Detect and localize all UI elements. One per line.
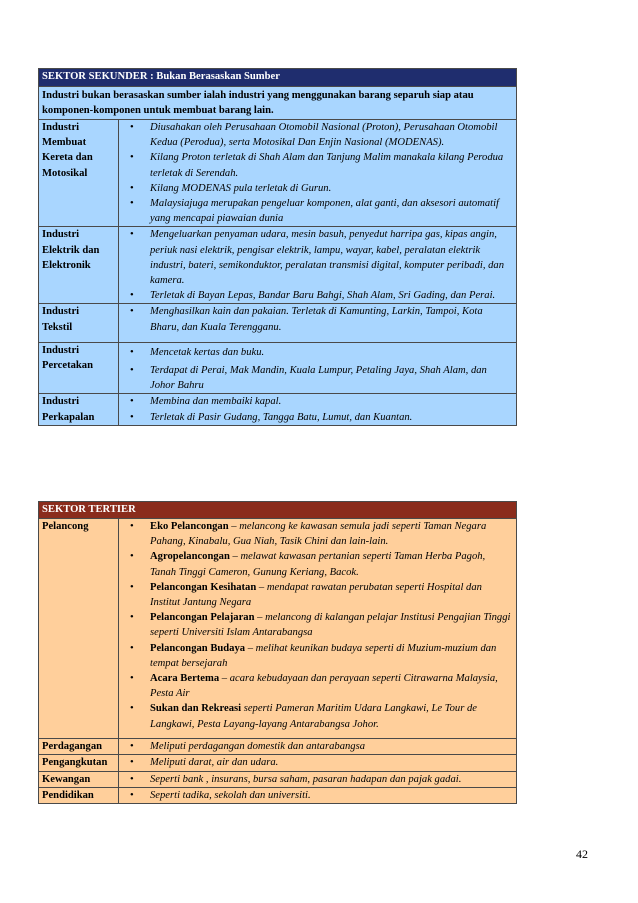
name-line: Industri (42, 306, 80, 318)
item-title: Sukan dan Rekreasi (150, 703, 242, 715)
name-line: Industri (42, 344, 80, 356)
name-line: Industri (42, 122, 80, 133)
industry-details (119, 342, 517, 394)
industry-name (39, 342, 119, 394)
list-item: • Terletak di Pasir Gudang, Tangga Batu, Lumut, dan Kuantan. (122, 410, 513, 425)
list-item (122, 580, 513, 610)
sector-details (119, 771, 517, 787)
page-number: 42 (576, 847, 588, 861)
name-line: Motosikal (42, 167, 88, 179)
item-text: – acara kebudayaan dan perayaan seperti Citrawarna Malaysia, Pesta Air (150, 673, 498, 700)
industry-details (119, 394, 517, 425)
sector-name: Kewangan (39, 771, 119, 787)
sector-name: Pengangkutan (39, 755, 119, 771)
list-item: • Terdapat di Perai, Mak Mandin, Kuala Lumpur, Petaling Jaya, Shah Alam, dan Johor Bahru (122, 363, 513, 393)
list-item: • Malaysiajuga merupakan pengeluar komponen, alat ganti, dan aksesori automatif yang mencapai piawaian dunia (122, 196, 513, 226)
table-row (39, 771, 517, 787)
name-line: Perkapalan (42, 411, 95, 423)
industry-name (39, 304, 119, 342)
secondary-sector-table (38, 68, 517, 426)
industry-details (119, 120, 517, 227)
list-item: • Seperti bank , insurans, bursa saham, pasaran hadapan dan pajak gadai. (122, 772, 513, 787)
list-item (122, 610, 513, 640)
item-title: Pelancongan Budaya (150, 642, 246, 654)
name-line: Percetakan (42, 360, 93, 372)
table-row (39, 394, 517, 425)
sector-details (119, 738, 517, 754)
sector-details (119, 755, 517, 771)
list-item (122, 641, 513, 671)
table-row (39, 788, 517, 804)
name-line: Elektronik (42, 259, 91, 271)
name-line: Elektrik dan (42, 244, 100, 256)
item-text: – melihat keunikan budaya seperti di Muzium-muzium dan tempat bersejarah (150, 642, 497, 669)
list-item: • Terletak di Bayan Lepas, Bandar Baru Bahgi, Shah Alam, Sri Gading, dan Perai. (122, 288, 513, 303)
sector-details (119, 788, 517, 804)
list-item: • Membina dan membaiki kapal. (122, 394, 513, 409)
item-title: Pelancongan Kesihatan (150, 581, 257, 593)
table-row (39, 342, 517, 394)
item-title: Acara Bertema (150, 673, 220, 685)
industry-details (119, 304, 517, 342)
item-title: Pelancongan Pelajaran (150, 612, 255, 624)
tertiary-header: SEKTOR TERTIER (39, 502, 517, 519)
item-text: – mendapat rawatan perubatan seperti Hospital dan Institut Jantung Negara (150, 581, 482, 609)
list-item (122, 549, 513, 579)
list-item: • Seperti tadika, sekolah dan universiti. (122, 788, 513, 803)
industry-name (39, 394, 119, 425)
table-row (39, 304, 517, 342)
item-title: Agropelancongan (150, 551, 230, 563)
list-item (122, 701, 513, 731)
item-text: – melancong ke kawasan semula jadi seperti Taman Negara Pahang, Kinabalu, Gua Niah, Tasik Chini dan lain-lain. (150, 521, 487, 548)
name-line: Membuat (42, 137, 87, 149)
list-item: • Menghasilkan kain dan pakaian. Terletak di Kamunting, Larkin, Tampoi, Kota Bharu, dan Kuala Terengganu. (122, 304, 513, 334)
industry-name (39, 120, 119, 227)
list-item: • Mencetak kertas dan buku. (122, 345, 513, 360)
sector-name: Perdagangan (39, 738, 119, 754)
table-row (39, 227, 517, 304)
sector-details (119, 519, 517, 739)
list-item: • Kilang Proton terletak di Shah Alam dan Tanjung Malim manakala kilang Perodua terletak di Serendah. (122, 150, 513, 180)
list-item: • Meliputi darat, air dan udara. (122, 755, 513, 770)
list-item: • Meliputi perdagangan domestik dan antarabangsa (122, 739, 513, 754)
name-line: Kereta dan (42, 152, 93, 164)
list-item (122, 671, 513, 701)
table-row (39, 738, 517, 754)
tertiary-sector-table (38, 501, 517, 804)
list-item: • Kilang MODENAS pula terletak di Gurun. (122, 181, 513, 196)
secondary-header: SEKTOR SEKUNDER : Bukan Berasaskan Sumber (39, 69, 517, 87)
list-item: • Mengeluarkan penyaman udara, mesin basuh, penyedut harripa gas, kipas angin, periuk nasi elektrik, pengisar elektrik, lampu, wayar, kabel, peralatan elektrik industri, bateri, semikonduktor, peralatan transmisi digital, komputer peribadi, dan kamera. (122, 227, 513, 288)
item-title: Eko Pelancongan (150, 521, 229, 532)
item-text: – melawat kawasan pertanian seperti Taman Herba Pagoh, Tanah Tinggi Cameron, Gunung Keriang, Bacok. (150, 551, 486, 578)
name-line: Tekstil (42, 321, 73, 333)
item-text: seperti Pameran Maritim Udara Langkawi, Le Tour de Langkawi, Pesta Layang-layang Antarabangsa Johor. (150, 703, 477, 730)
table-row (39, 519, 517, 739)
industry-name (39, 227, 119, 304)
list-item (122, 519, 513, 549)
name-line: Industri (42, 396, 80, 408)
table-row (39, 755, 517, 771)
name-line: Industri (42, 229, 80, 241)
sector-name: Pendidikan (39, 788, 119, 804)
list-item: • Diusahakan oleh Perusahaan Otomobil Nasional (Proton), Perusahaan Otomobil Kedua (Perodua), serta Motosikal Dan Enjin Nasional (MODENAS). (122, 120, 513, 150)
item-text: – melancong di kalangan pelajar Institusi Pengajian Tinggi seperti Universiti Islam Antarabangsa (150, 612, 511, 639)
secondary-intro: Industri bukan berasaskan sumber ialah industri yang menggunakan barang separuh siap atau komponen-komponen untuk membuat barang lain. (39, 87, 517, 120)
industry-details (119, 227, 517, 304)
sector-name: Pelancong (39, 519, 119, 739)
table-row (39, 120, 517, 227)
